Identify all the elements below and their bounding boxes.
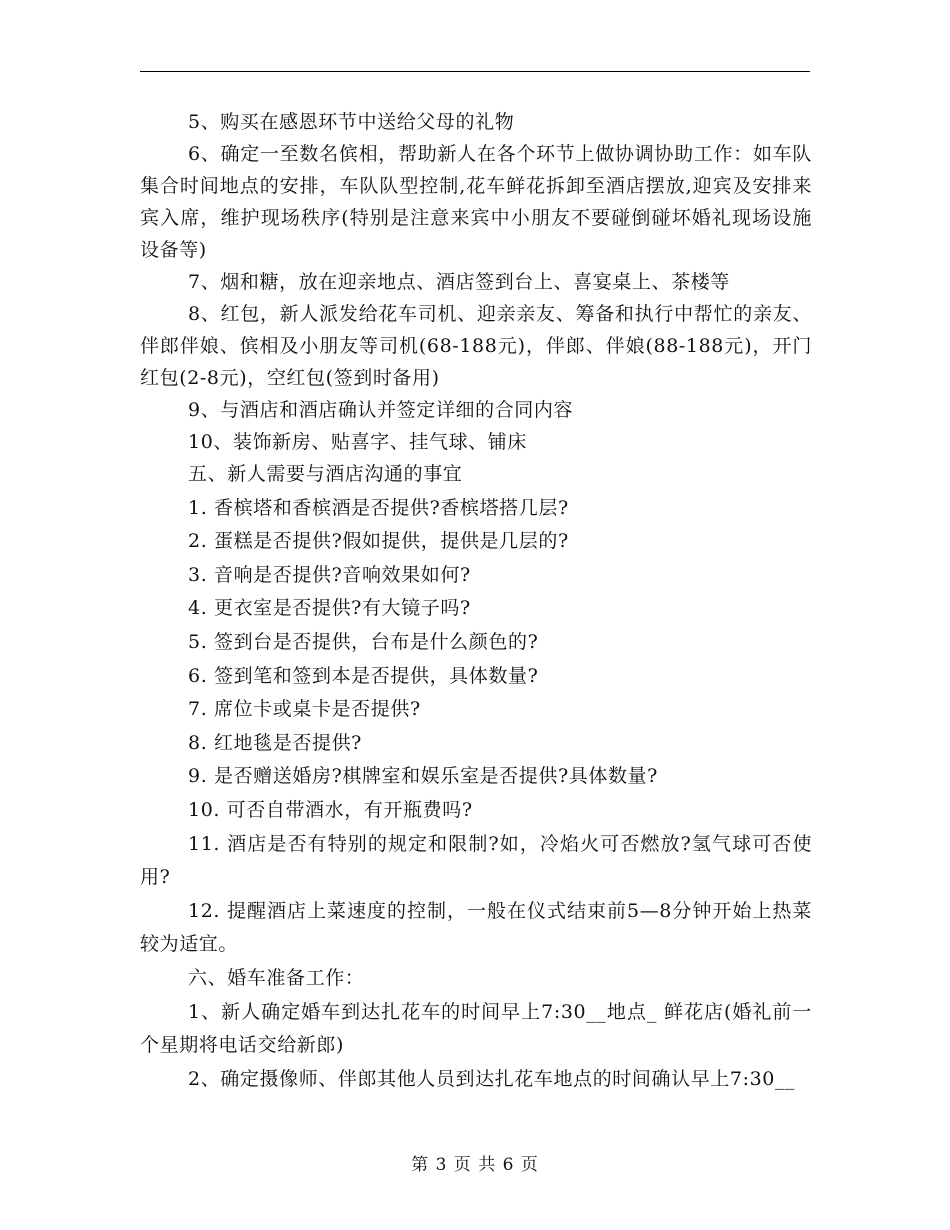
list-item-cake: 2. 蛋糕是否提供?假如提供，提供是几层的? bbox=[188, 530, 569, 553]
list-item-red-carpet: 8. 红地毯是否提供? bbox=[188, 731, 362, 754]
document-body bbox=[140, 106, 812, 1096]
list-item-wedding-room: 9. 是否赠送婚房?棋牌室和娱乐室是否提供?具体数量? bbox=[188, 765, 658, 788]
list-item-dressing-room: 4. 更衣室是否提供?有大镜子吗? bbox=[188, 597, 471, 620]
paragraph-red-envelopes: 8、红包，新人派发给花车司机、迎亲亲友、筹备和执行中帮忙的亲友、伴郎伴娘、傧相及小朋友等司机(68-188元)，伴郎、伴娘(88-188元)，开门红包(2-8元)，空红包(签到时备用) bbox=[140, 303, 812, 389]
paragraph-gift-parents: 5、购买在感恩环节中送给父母的礼物 bbox=[188, 111, 515, 133]
paragraph-cigarettes-candy: 7、烟和糖，放在迎亲地点、酒店签到台上、喜宴桌上、茶楼等 bbox=[188, 271, 730, 293]
paragraph-groomsmen-duties: 6、确定一至数名傧相，帮助新人在各个环节上做协调协助工作：如车队集合时间地点的安排，车队队型控制,花车鲜花拆卸至酒店摆放,迎宾及安排来宾入席，维护现场秩序(特别是注意来宾中小朋友不要碰倒碰坏婚礼现场设施设备等) bbox=[140, 143, 812, 261]
paragraph-photographer-time: 2、确定摄像师、伴郎其他人员到达扎花车地点的时间确认早上7:30__ bbox=[188, 1067, 796, 1090]
section-heading-wedding-car: 六、婚车准备工作： bbox=[188, 966, 365, 989]
paragraph-hotel-contract: 9、与酒店和酒店确认并签定详细的合同内容 bbox=[188, 399, 574, 421]
header-rule bbox=[140, 71, 810, 72]
paragraph-car-time: 1、新人确定婚车到达扎花车的时间早上7:30__地点_ 鲜花店(婚礼前一个星期将电话交给新郎) bbox=[140, 1000, 812, 1057]
list-item-sign-in-pen: 6. 签到笔和签到本是否提供，具体数量? bbox=[188, 664, 539, 687]
list-item-seat-card: 7. 席位卡或桌卡是否提供? bbox=[188, 698, 421, 721]
paragraph-decorate-room: 10、装饰新房、贴喜字、挂气球、铺床 bbox=[188, 431, 527, 453]
list-item-sound: 3. 音响是否提供?音响效果如何? bbox=[188, 563, 471, 586]
list-item-champagne: 1. 香槟塔和香槟酒是否提供?香槟塔搭几层? bbox=[188, 496, 569, 519]
list-item-serving-speed: 12. 提醒酒店上菜速度的控制，一般在仪式结束前5—8分钟开始上热菜较为适宜。 bbox=[140, 899, 812, 956]
page-number-footer: 第 3 页 共 6 页 bbox=[411, 1155, 539, 1175]
section-heading-hotel: 五、新人需要与酒店沟通的事宜 bbox=[188, 463, 463, 485]
list-item-own-drinks: 10. 可否自带酒水，有开瓶费吗? bbox=[188, 798, 473, 821]
list-item-hotel-rules: 11. 酒店是否有特别的规定和限制?如，冷焰火可否燃放?氢气球可否使用? bbox=[140, 832, 812, 889]
list-item-sign-in-table: 5. 签到台是否提供，台布是什么颜色的? bbox=[188, 630, 539, 653]
